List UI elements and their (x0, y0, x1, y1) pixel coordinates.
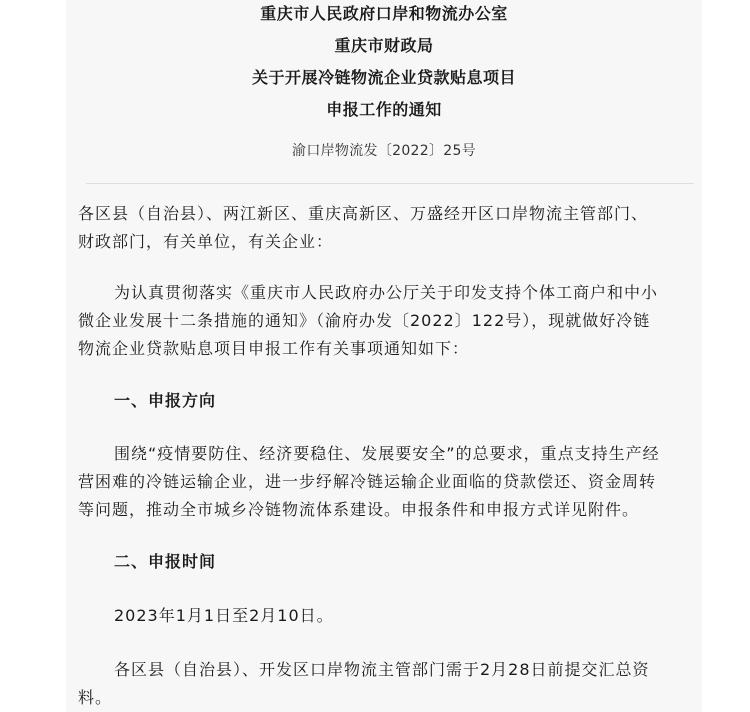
intro-line-2: 微企业发展十二条措施的通知》（渝府办发〔2022〕122号），现就做好冷链 (78, 311, 651, 330)
header-divider (86, 183, 694, 184)
notice-title-line-2: 申报工作的通知 (326, 100, 442, 119)
addressee-paragraph (78, 200, 694, 256)
section-2-date-paragraph (78, 602, 694, 630)
section-2-line-3: 料。 (78, 688, 113, 707)
section-1-line-3: 等问题，推动全市城乡冷链物流体系建设。申报条件和申报方式详见附件。 (78, 500, 640, 519)
notice-title-line-1: 关于开展冷链物流企业贷款贴息项目 (251, 68, 516, 87)
section-2-line-1: 2023年1月1日至2月10日。 (114, 606, 334, 625)
issuer-line-2: 重庆市财政局 (334, 36, 434, 55)
addressee-line-1: 各区县（自治县）、两江新区、重庆高新区、万盛经开区口岸物流主管部门、 (78, 204, 649, 223)
section-1-paragraph (78, 440, 694, 524)
document-page (66, 0, 702, 712)
intro-paragraph (78, 279, 694, 363)
section-1-line-2: 营困难的冷链运输企业，进一步纾解冷链运输企业面临的贷款偿还、资金周转 (78, 472, 657, 491)
intro-line-1: 为认真贯彻落实《重庆市人民政府办公厅关于印发支持个体工商户和中小 (114, 283, 659, 302)
section-2-submit-paragraph (78, 656, 694, 712)
issuer-line-1: 重庆市人民政府口岸和物流办公室 (260, 4, 508, 23)
section-1-line-1: 围绕“疫情要防住、经济要稳住、发展要安全”的总要求，重点支持生产经 (114, 444, 660, 463)
addressee-line-2: 财政部门，有关单位，有关企业： (78, 232, 334, 251)
document-number: 渝口岸物流发〔2022〕25号 (292, 143, 476, 159)
section-1-heading: 一、申报方向 (114, 391, 217, 410)
section-2-heading: 二、申报时间 (114, 552, 217, 571)
intro-line-3: 物流企业贷款贴息项目申报工作有关事项通知如下： (78, 339, 470, 358)
section-2-line-2: 各区县（自治县）、开发区口岸物流主管部门需于2月28日前提交汇总资 (114, 660, 650, 679)
